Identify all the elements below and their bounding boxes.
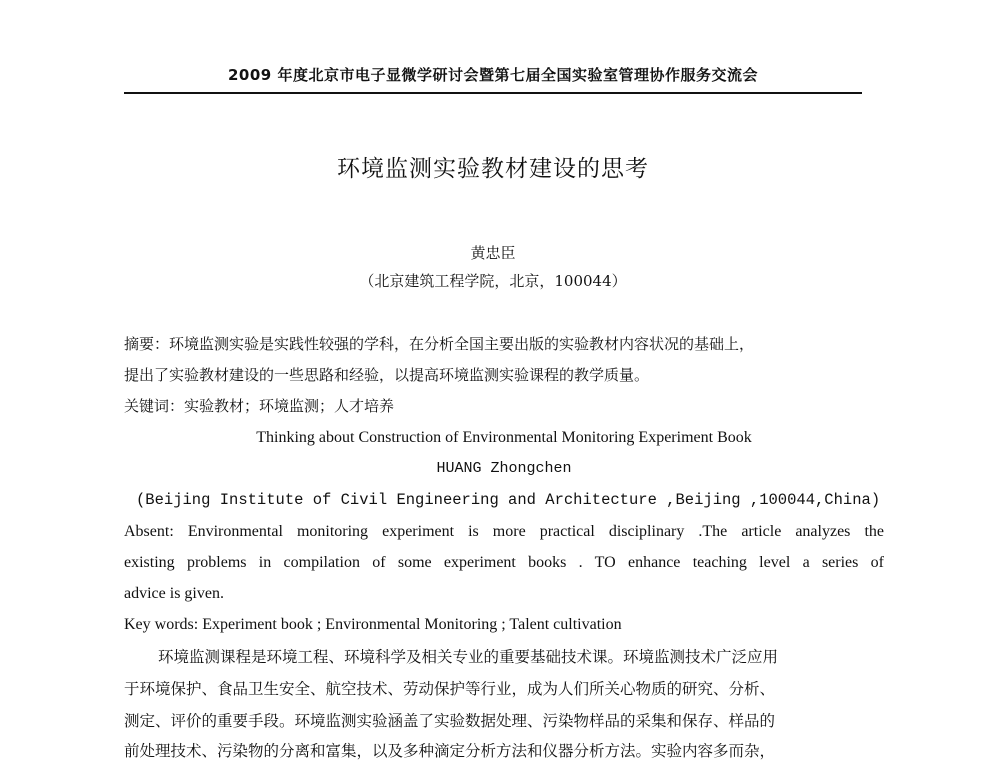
author-en: HUANG Zhongchen xyxy=(436,460,572,477)
abstract-cn-line: 摘要：环境监测实验是实践性较强的学科，在分析全国主要出版的实验教材内容状况的基础上， xyxy=(124,335,755,353)
author-cn: 黄忠臣 xyxy=(470,244,516,262)
body-paragraph-line: 前处理技术、污染物的分离和富集，以及多种滴定分析方法和仪器分析方法。实验内容多而杂， xyxy=(124,742,776,760)
body-paragraph-line: 于环境保护、食品卫生安全、航空技术、劳动保护等行业，成为人们所关心物质的研究、分析、 xyxy=(124,680,776,698)
affiliation-cn: （北京建筑工程学院，北京，100044） xyxy=(359,272,627,290)
abstract-en-line: existing problems in compilation of some experiment books . TO enhance teaching level a series of xyxy=(124,554,884,571)
abstract-en-line: Absent: Environmental monitoring experiment is more practical disciplinary .The article analyzes the xyxy=(124,523,884,540)
paper-title-en: Thinking about Construction of Environmental Monitoring Experiment Book xyxy=(256,429,752,446)
body-paragraph-line: 测定、评价的重要手段。环境监测实验涵盖了实验数据处理、污染物样品的采集和保存、样品的 xyxy=(124,712,776,730)
abstract-en-line: advice is given. xyxy=(124,585,224,602)
affiliation-en: (Beijing Institute of Civil Engineering and Architecture ,Beijing ,100044,China) xyxy=(136,491,881,509)
keywords-cn: 关键词：实验教材；环境监测；人才培养 xyxy=(124,397,395,415)
keywords-en: Key words: Experiment book ; Environmental Monitoring ; Talent cultivation xyxy=(124,616,622,633)
abstract-cn-line: 提出了实验教材建设的一些思路和经验，以提高环境监测实验课程的教学质量。 xyxy=(124,366,650,384)
header-rule xyxy=(124,92,862,94)
paper-title-cn: 环境监测实验教材建设的思考 xyxy=(337,156,649,182)
running-header: 2009 年度北京市电子显微学研讨会暨第七届全国实验室管理协作服务交流会 xyxy=(228,66,758,84)
body-paragraph-line: 环境监测课程是环境工程、环境科学及相关专业的重要基础技术课。环境监测技术广泛应用 xyxy=(158,648,779,666)
